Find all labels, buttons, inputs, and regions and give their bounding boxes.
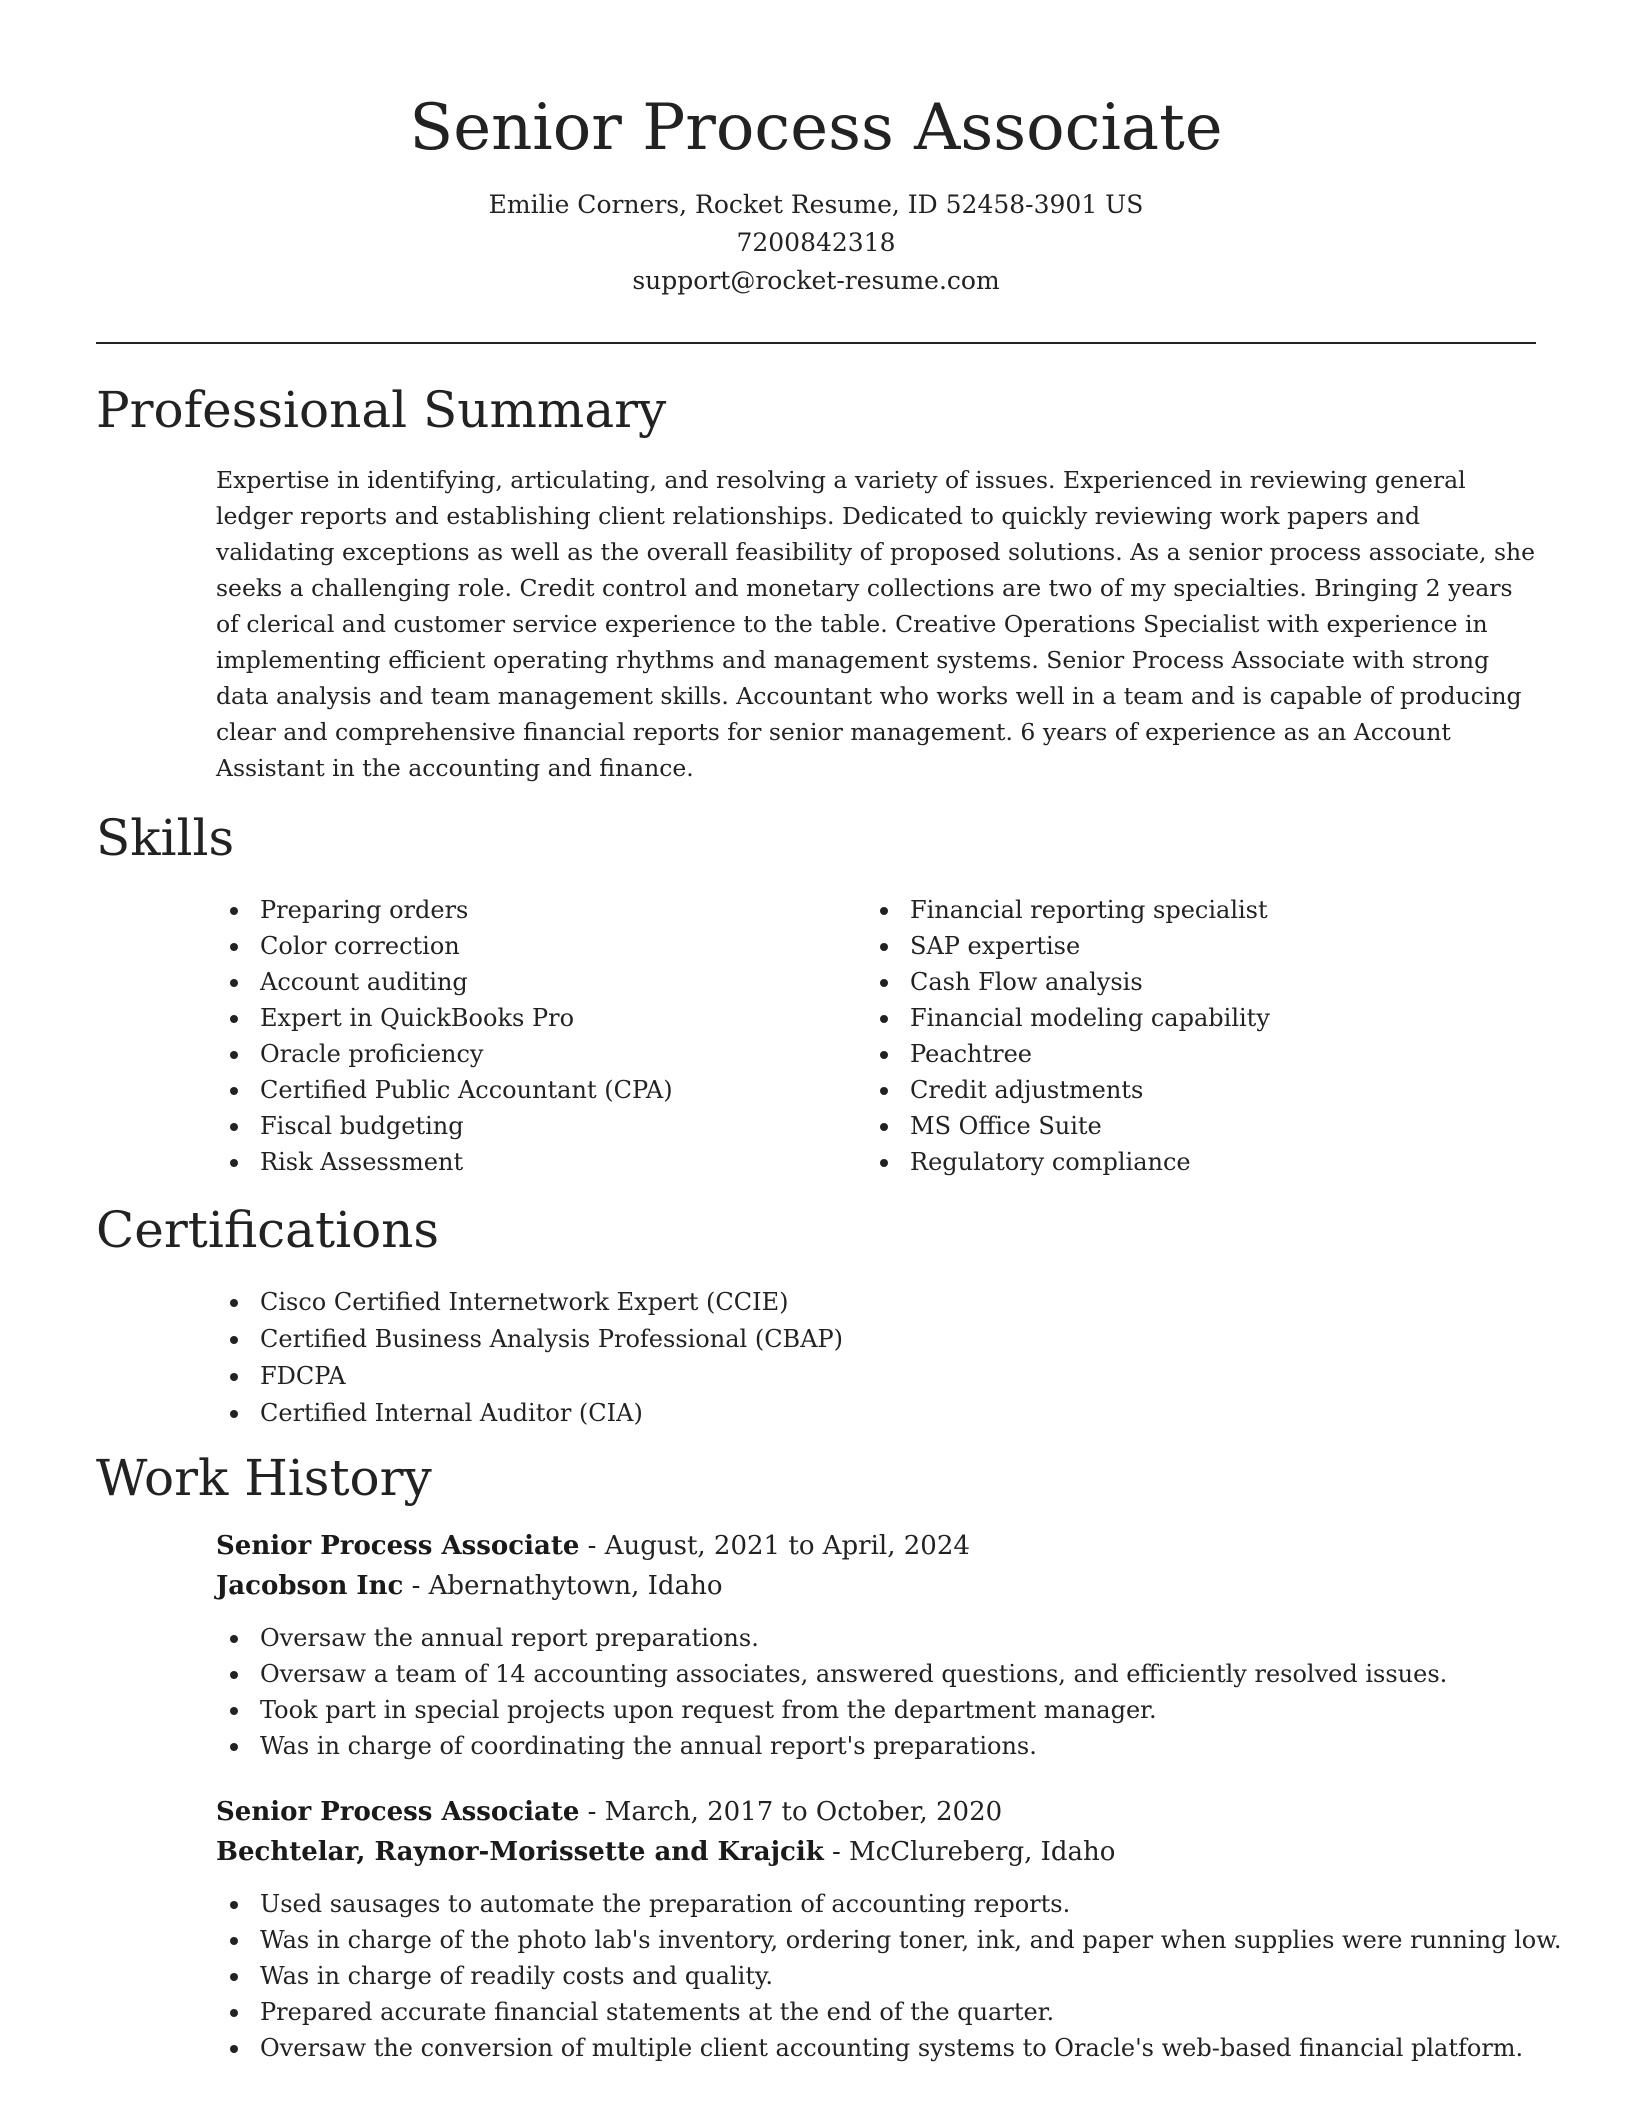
skill-item: Fiscal budgeting [216,1108,673,1144]
skill-item: Risk Assessment [216,1144,673,1180]
skill-item: Financial reporting specialist [866,892,1270,928]
job-company: Jacobson Inc [216,1571,404,1601]
summary-text: Expertise in identifying, articulating, and resolving a variety of issues. Experienced in reviewing general ledger reports and establishing client relationships. Dedicated to quickly reviewing work papers and validating exceptions as well as the overall feasibility of proposed solutions. As a senior process associate, she seeks a challenging role. Credit control and monetary collections are two of my specialties. Bringing 2 years of clerical and customer service experience to the table. Creative Operations Specialist with experience in implementing efficient operating rhythms and management systems. Senior Process Associate with strong data analysis and team management skills. Accountant who works well in a team and is capable of producing clear and comprehensive financial reports for senior management. 6 years of experience as an Account Assistant in the accounting and finance. [216,466,1536,782]
contact-block [96,186,1536,300]
certifications-list [216,1284,843,1432]
job-bullet: Oversaw a team of 14 accounting associates, answered questions, and efficiently resolved issues. [216,1656,1536,1692]
work-history-heading: Work History [96,1449,432,1507]
skills-heading: Skills [96,809,235,867]
job-dates: - March, 2017 to October, 2020 [579,1797,1003,1827]
skill-item: Cash Flow analysis [866,964,1270,1000]
job-bullet: Used sausages to automate the preparation of accounting reports. [216,1886,1536,1922]
job-title-line [216,1792,1536,1832]
job-bullet: Was in charge of coordinating the annual report's preparations. [216,1728,1536,1764]
certification-item: Certified Business Analysis Professional (CBAP) [216,1321,843,1358]
skill-item: Financial modeling capability [866,1000,1270,1036]
skill-item: Expert in QuickBooks Pro [216,1000,673,1036]
skill-item: Peachtree [866,1036,1270,1072]
job-company: Bechtelar, Raynor-Morissette and Krajcik [216,1837,824,1867]
job-bullet: Was in charge of readily costs and quality. [216,1958,1536,1994]
contact-phone: 7200842318 [736,228,896,257]
skill-item: Credit adjustments [866,1072,1270,1108]
job-company-line [216,1566,1536,1606]
skills-list-left [216,892,673,1180]
job-location: - Abernathytown, Idaho [403,1571,723,1601]
job-bullet: Took part in special projects upon request from the department manager. [216,1692,1536,1728]
header-divider [96,342,1536,344]
skill-item: SAP expertise [866,928,1270,964]
certifications-heading: Certifications [96,1201,440,1259]
skill-item: Certified Public Accountant (CPA) [216,1072,673,1108]
job-bullet: Oversaw the annual report preparations. [216,1620,1536,1656]
job-bullets [216,1620,1536,1764]
skill-item: MS Office Suite [866,1108,1270,1144]
skill-item: Color correction [216,928,673,964]
job-title-line [216,1526,1536,1566]
summary-heading: Professional Summary [96,381,667,439]
certification-item: Cisco Certified Internetwork Expert (CCIE) [216,1284,843,1321]
skill-item: Preparing orders [216,892,673,928]
resume-header [96,82,1536,300]
skill-item: Account auditing [216,964,673,1000]
certification-item: Certified Internal Auditor (CIA) [216,1395,843,1432]
job-company-line [216,1832,1536,1872]
skill-item: Regulatory compliance [866,1144,1270,1180]
job-entry [216,1526,1536,1764]
job-entry [216,1792,1562,2066]
job-location: - McClureberg, Idaho [823,1837,1116,1867]
certification-item: FDCPA [216,1358,843,1395]
contact-address: Emilie Corners, Rocket Resume, ID 52458-3901 US [488,190,1144,219]
job-bullets [216,1886,1562,2066]
job-title: Senior Process Associate [216,1531,580,1561]
skills-list-right [866,892,1270,1180]
contact-email: support@rocket-resume.com [632,266,1000,295]
job-bullet: Prepared accurate financial statements at the end of the quarter. [216,1994,1536,2030]
job-title: Senior Process Associate [216,1797,580,1827]
skill-item: Oracle proficiency [216,1036,673,1072]
job-bullet: Was in charge of the photo lab's inventory, ordering toner, ink, and paper when supplies were running low. [216,1922,1536,1958]
job-bullet: Oversaw the conversion of multiple client accounting systems to Oracle's web-based financial platform. [216,2030,1536,2066]
job-dates: - August, 2021 to April, 2024 [579,1531,970,1561]
resume-title: Senior Process Associate [409,91,1223,165]
